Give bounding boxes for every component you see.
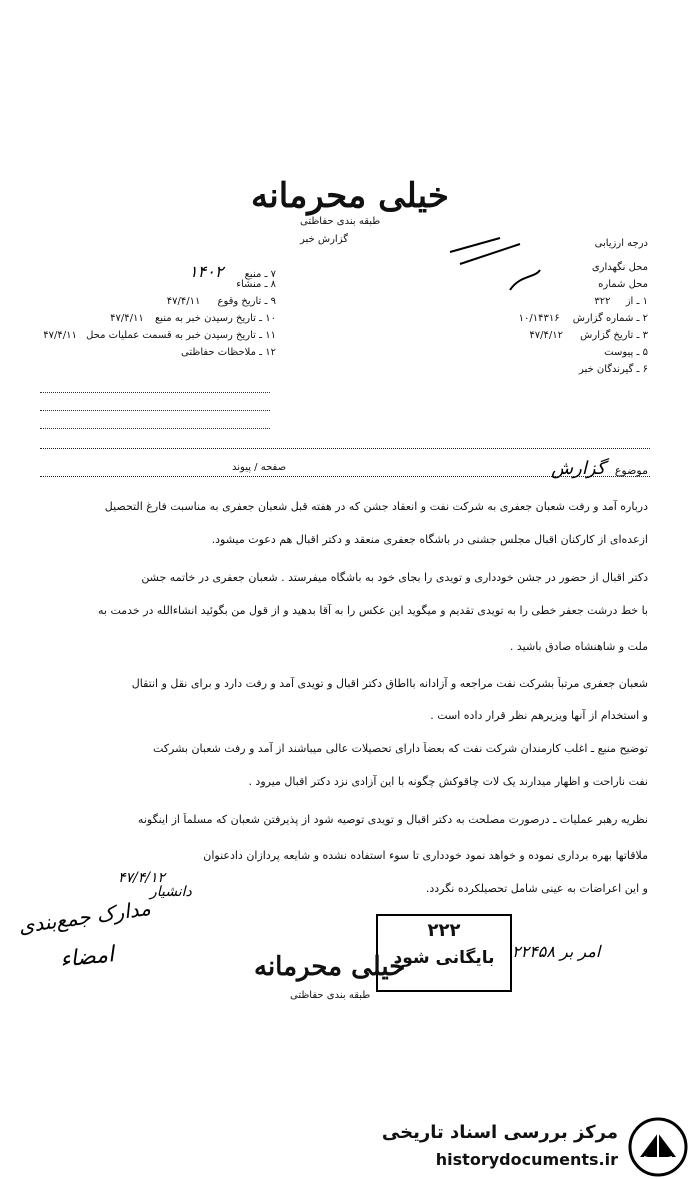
body-line: و این اعراضات به عینی شامل تحصیلکرده نگردد.	[425, 882, 648, 895]
body-line: با خط درشت جعفر خطی را به تویدی تقدیم و میگوید این عکس را به آقا بدهید و از قول من بگوئید انشاءالله در خدمت به	[97, 604, 648, 617]
field-label: محل نگهداری	[591, 262, 648, 273]
body-line: ازعده‌ای از کارکنان اقبال مجلس جشنی در باشگاه جعفری منعقد و دکتر اقبال هم دعوت میشود.	[211, 533, 648, 546]
stamp-label: بایگانی شود	[393, 948, 495, 968]
handwritten-label: دانشیار	[150, 884, 192, 900]
field-row	[36, 330, 276, 347]
separator-rule	[40, 476, 650, 477]
field-row	[418, 347, 648, 364]
field-label: ۱۲ ـ ملاحظات حفاظتی	[181, 347, 276, 358]
field-row	[36, 262, 276, 279]
field-label: محل شماره	[598, 279, 648, 290]
field-label: ۳ ـ تاریخ گزارش	[580, 330, 648, 341]
field-label: ۷ ـ منبع	[244, 269, 276, 280]
page-label: صفحه / پیوند	[232, 462, 287, 473]
field-label: ۲ ـ شماره گزارش	[572, 313, 648, 324]
body-line: درباره آمد و رفت شعبان جعفری به شرکت نفت و انعقاد جشن که در هفته قبل شعبان جعفری به مناسبت فارغ التحصیل	[104, 500, 648, 513]
org-name: مرکز بررسی اسناد تاریخی	[381, 1122, 618, 1143]
field-label: ۸ ـ منشاء	[236, 279, 276, 290]
field-row	[36, 347, 276, 364]
body-line: ملت و شاهنشاه صادق باشید .	[509, 640, 648, 653]
dotted-line	[40, 392, 270, 393]
report-type: گزارش خبر	[300, 234, 348, 245]
body-line: ملاقاتها بهره برداری نموده و خواهد نمود خودداری تا سوء استفاده نشده و شایعه پردازان دادعنوان	[203, 849, 648, 862]
body-line: نظریه رهبر عملیات ـ درصورت مصلحت به دکتر اقبال و تویدی توصیه شود از پذیرفتن شعبان که مسلماً از اینگونه	[137, 813, 648, 826]
field-label: ۶ ـ گیرندگان خبر	[578, 364, 648, 375]
field-value: ۳۲۲	[594, 296, 611, 307]
bottom-title: خیلی محرمانه	[254, 952, 406, 982]
handwritten-scribble	[440, 230, 550, 300]
left-fields	[36, 262, 276, 364]
subject-value: گزارش	[551, 458, 606, 479]
open-book-icon	[628, 1117, 688, 1177]
stamp-number: ۲۲۲	[427, 920, 461, 941]
field-value: ۴۷/۴/۱۲	[529, 330, 563, 341]
org-site-link[interactable]: historydocuments.ir	[435, 1150, 618, 1169]
bottom-caption: طبقه بندی حفاظتی	[290, 990, 371, 1001]
document-title: خیلی محرمانه	[251, 176, 449, 216]
body-line: نفت ناراحت و اظهار میدارند یک لات چاقوکش چگونه با این آزادی نزد دکتر اقبال میرود .	[248, 775, 648, 788]
handwritten-signature: امضاء	[58, 942, 116, 973]
field-value: ۴۷/۴/۱۱	[110, 313, 144, 324]
field-value: ۴۷/۴/۱۱	[166, 296, 201, 307]
field-row	[418, 330, 648, 347]
handwritten-date: ۴۷/۴/۱۲	[118, 870, 166, 886]
field-row	[36, 279, 276, 296]
field-value: ۴۷/۴/۱۱	[43, 330, 77, 341]
classification-note: طبقه بندی حفاظتی	[300, 216, 381, 227]
field-label: ۵ ـ پیوست	[604, 347, 648, 358]
handwritten-archive: امر بر ۲۲۴۵۸	[512, 942, 601, 961]
field-label: ۱۱ ـ تاریخ رسیدن خبر به قسمت عملیات محل	[86, 330, 276, 341]
handwritten-note: مدارک جمع‌بندی	[16, 895, 153, 939]
subject-label-text: موضوع	[614, 464, 648, 477]
field-label: ۱۰ ـ تاریخ رسیدن خبر به منبع	[154, 313, 276, 324]
field-row	[36, 313, 276, 330]
dotted-line	[40, 428, 270, 429]
body-line: دکتر اقبال از حضور در جشن خودداری و تویدی را بجای خود به باشگاه میفرستد . شعبان جعفری در خاتمه جشن	[141, 571, 648, 584]
field-label: ۱ ـ از	[625, 296, 648, 307]
dotted-line	[40, 410, 270, 411]
body-line: شعبان جعفری مرتباً بشرکت نفت مراجعه و آزادانه بااطاق دکتر اقبال و تویدی آمد و رفت دارد و برای نقل و انتقال	[131, 677, 648, 690]
top-right-label: درجه ارزیابی	[594, 238, 648, 249]
body-line: و استخدام از آنها ویزیرهم نظر قرار داده است .	[430, 709, 648, 722]
separator-rule	[40, 448, 650, 449]
body-line: توضیح منبع ـ اغلب کارمندان شرکت نفت که بعضاً دارای تحصیلات عالی میباشند از آمد و رفت شعبان بشرکت	[153, 742, 648, 755]
field-value: ۱۰/۱۴۳۱۶	[518, 313, 560, 324]
field-row	[418, 313, 648, 330]
field-value: ۱۴۰۲	[189, 262, 224, 281]
field-row	[36, 296, 276, 313]
field-row	[418, 364, 648, 381]
field-label: ۹ ـ تاریخ وقوع	[217, 296, 276, 307]
